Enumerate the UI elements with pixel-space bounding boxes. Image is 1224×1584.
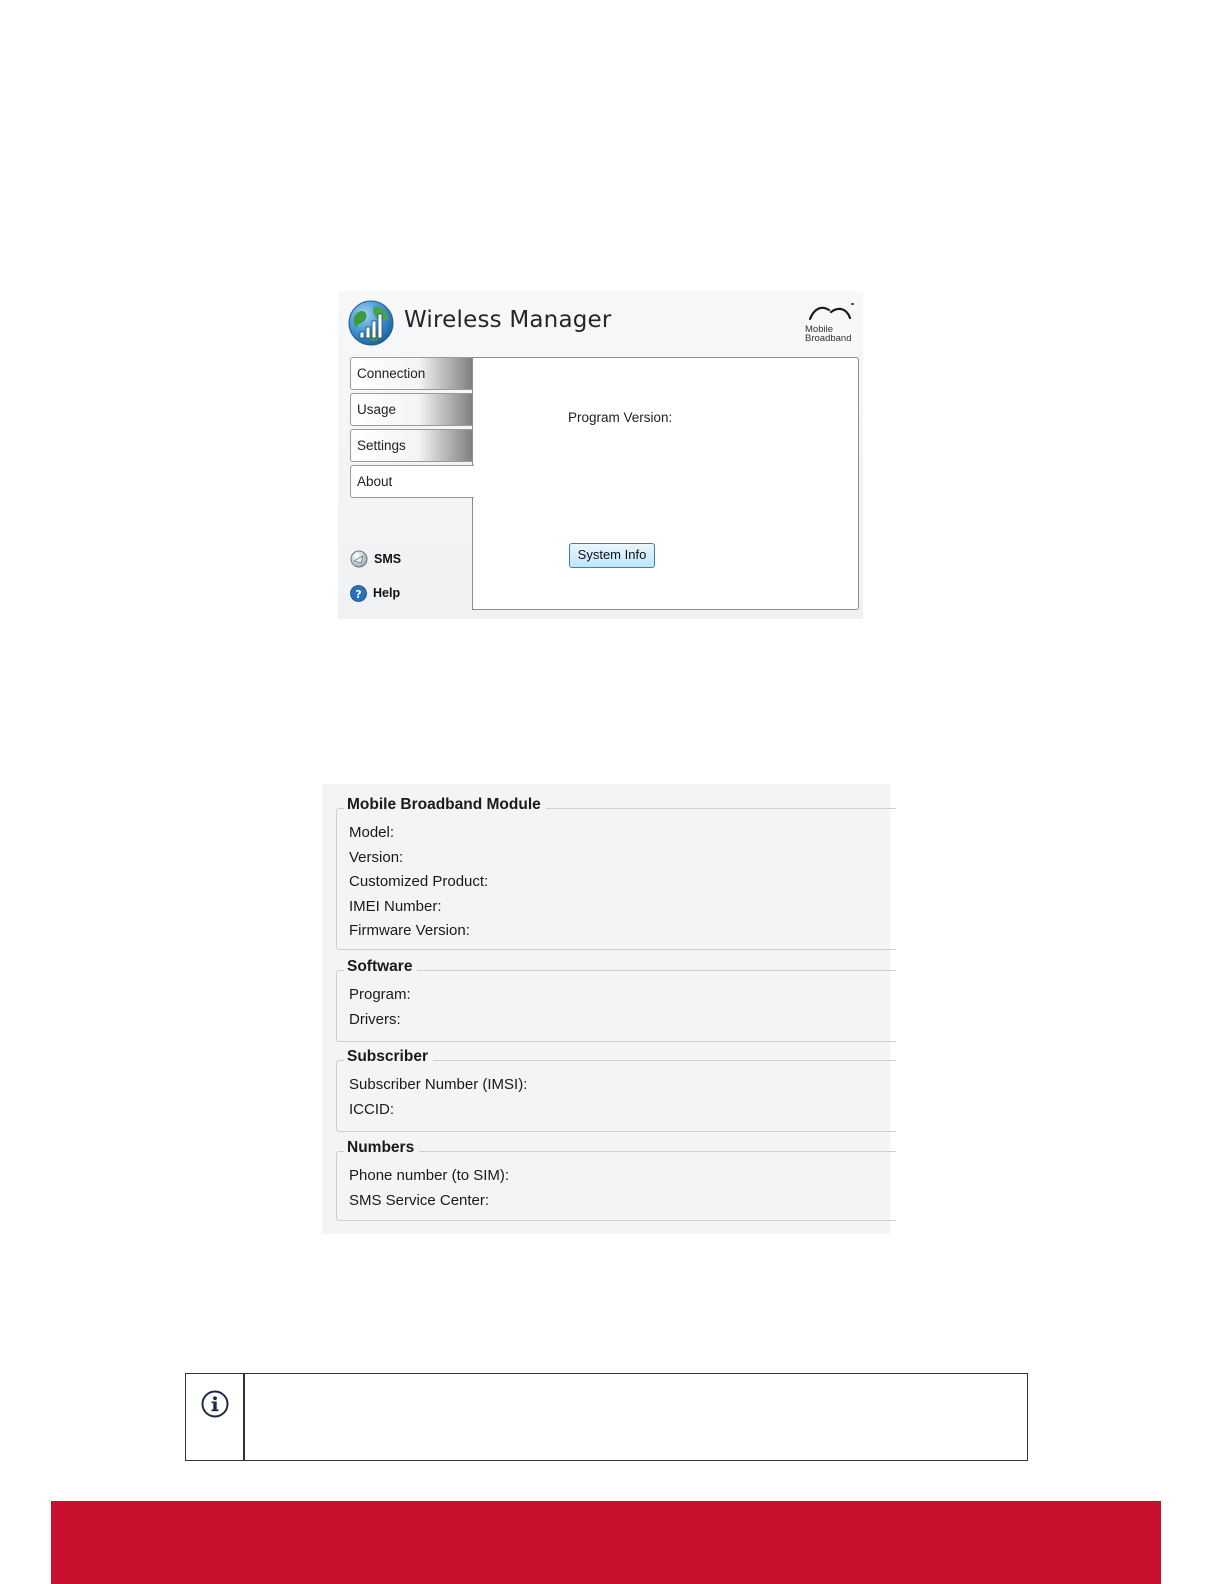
group-subscriber	[336, 1048, 896, 1132]
field-customized-product-label: Customized Product:	[349, 873, 489, 890]
svg-text:?: ?	[355, 587, 362, 601]
group-mobile-broadband-module	[336, 796, 896, 950]
field-program-label: Program:	[349, 986, 411, 1003]
sms-link[interactable]	[350, 549, 401, 569]
group-numbers	[336, 1139, 896, 1221]
about-panel	[472, 357, 859, 610]
note-divider	[243, 1374, 245, 1460]
help-link[interactable]	[350, 583, 400, 603]
field-model-label: Model:	[349, 824, 395, 841]
tab-usage[interactable]: Usage	[350, 393, 474, 426]
help-icon	[350, 585, 367, 602]
globe-signal-icon	[348, 300, 394, 346]
field-firmware-version-label: Firmware Version:	[349, 922, 470, 939]
footer-band	[51, 1501, 1161, 1584]
note-box	[185, 1373, 1028, 1461]
field-sms-service-center-label: SMS Service Center:	[349, 1191, 490, 1209]
mobile-broadband-swoosh-icon	[805, 301, 857, 321]
tab-connection[interactable]: Connection	[350, 357, 474, 390]
help-link-label: Help	[373, 586, 401, 600]
group-title: Software	[344, 958, 417, 976]
mobile-broadband-logo-line1: Mobile	[805, 324, 833, 335]
field-iccid-label: ICCID:	[349, 1100, 394, 1118]
tab-about[interactable]: About	[350, 465, 474, 498]
mobile-broadband-logo	[805, 301, 857, 343]
sms-globe-icon	[350, 550, 368, 568]
mobile-broadband-logo-line2: Broadband	[805, 333, 852, 344]
group-title: Subscriber	[344, 1048, 433, 1066]
system-info-window	[322, 784, 890, 1234]
group-title: Mobile Broadband Module	[344, 796, 546, 814]
field-drivers-label: Drivers:	[349, 1010, 401, 1028]
group-software	[336, 958, 896, 1042]
field-imei-label: IMEI Number:	[349, 897, 442, 915]
group-title: Numbers	[344, 1139, 419, 1157]
tab-settings[interactable]: Settings	[350, 429, 474, 462]
sms-link-label: SMS	[374, 552, 402, 566]
info-icon	[201, 1390, 229, 1418]
field-version-label: Version:	[349, 848, 404, 866]
system-info-button[interactable]: System Info	[569, 543, 655, 568]
app-title: Wireless Manager	[404, 307, 612, 333]
wireless-manager-window	[338, 291, 863, 619]
field-imsi-label: Subscriber Number (IMSI):	[349, 1076, 528, 1093]
field-phone-number-label: Phone number (to SIM):	[349, 1167, 510, 1184]
program-version-label: Program Version:	[568, 410, 673, 425]
